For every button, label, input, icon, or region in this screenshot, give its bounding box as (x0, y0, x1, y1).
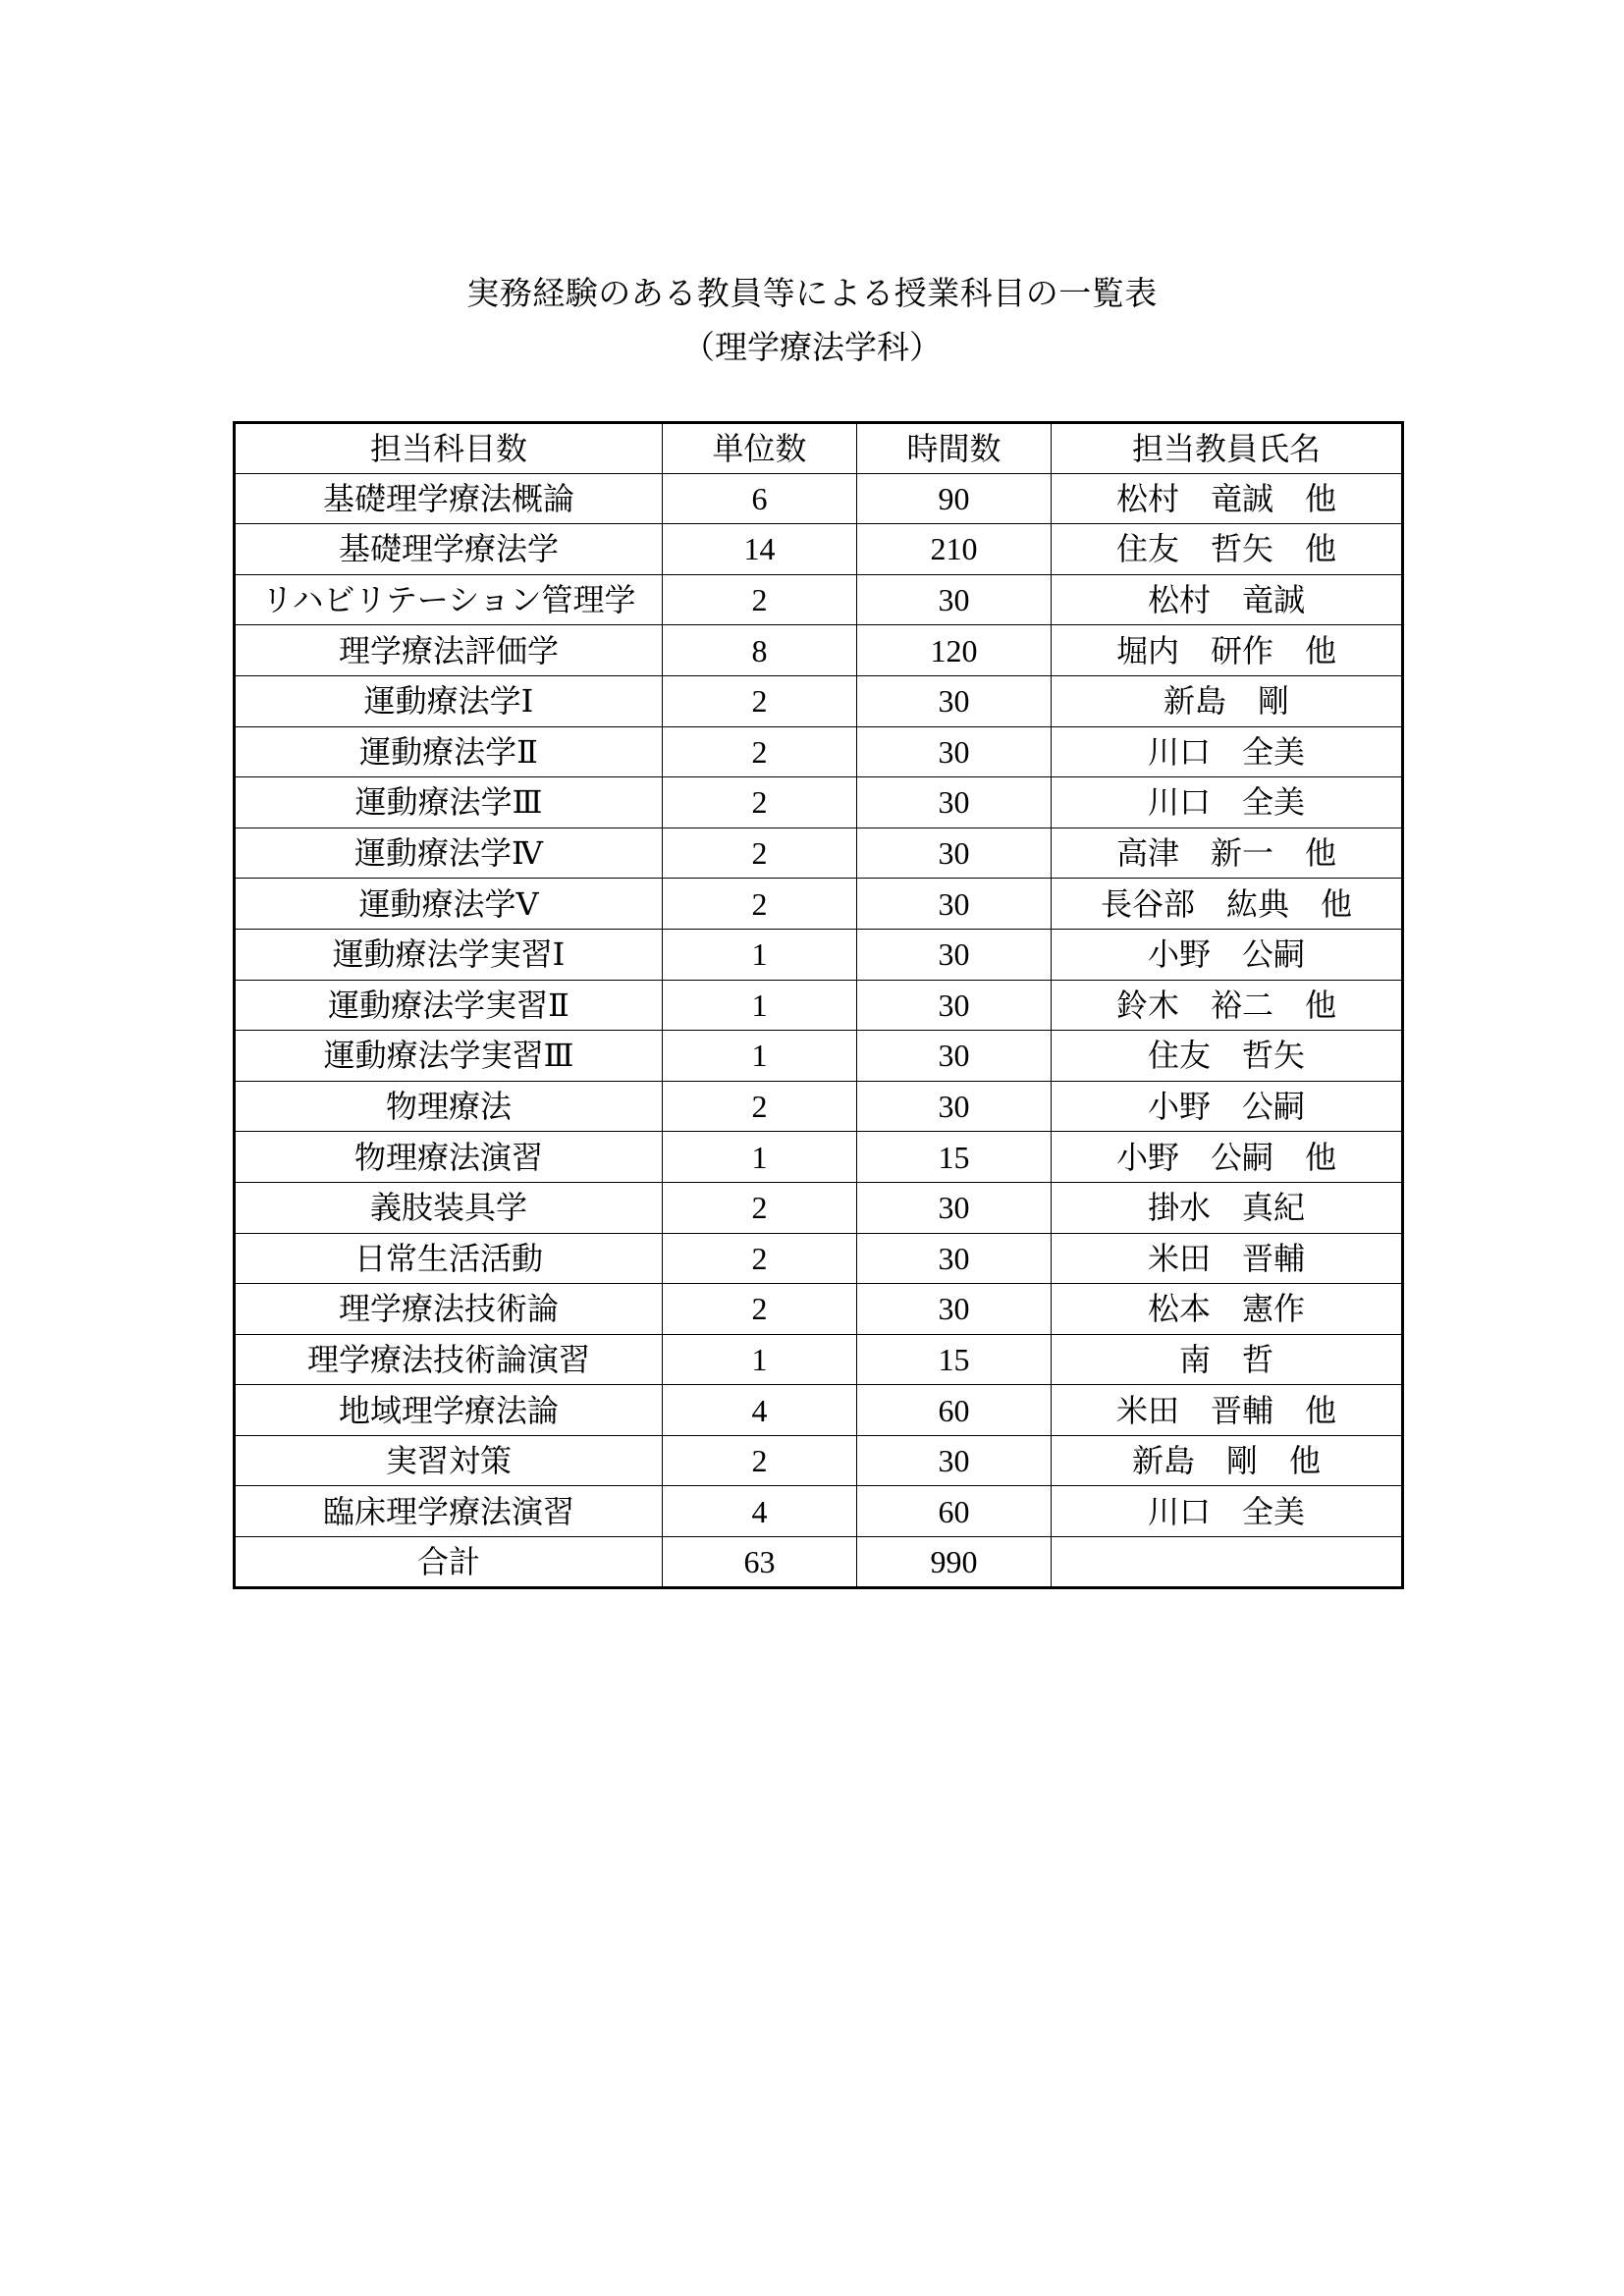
table-body (235, 473, 1403, 1536)
subject-cell: 運動療法学実習Ⅱ (235, 980, 663, 1031)
instructor-cell: 松本 憲作 (1052, 1284, 1403, 1335)
hours-cell: 30 (857, 777, 1052, 828)
subject-cell: 理学療法評価学 (235, 625, 663, 676)
subject-cell: 運動療法学Ⅱ (235, 726, 663, 777)
table-row (235, 524, 1403, 575)
table-row (235, 777, 1403, 828)
table-row (235, 980, 1403, 1031)
subject-cell: 運動療法学Ⅴ (235, 879, 663, 930)
subject-cell: 基礎理学療法学 (235, 524, 663, 575)
instructor-cell: 松村 竜誠 (1052, 574, 1403, 625)
hours-cell: 30 (857, 929, 1052, 980)
table-row (235, 1385, 1403, 1436)
subject-cell: 基礎理学療法概論 (235, 473, 663, 524)
hours-cell: 30 (857, 1284, 1052, 1335)
table-row (235, 879, 1403, 930)
table-row (235, 929, 1403, 980)
subject-cell: 運動療法学Ⅰ (235, 675, 663, 726)
subject-cell: 運動療法学Ⅳ (235, 828, 663, 879)
hours-cell: 30 (857, 1435, 1052, 1486)
instructor-cell: 長谷部 紘典 他 (1052, 879, 1403, 930)
instructor-cell: 新島 剛 他 (1052, 1435, 1403, 1486)
instructor-cell: 米田 晋輔 他 (1052, 1385, 1403, 1436)
hours-cell: 30 (857, 726, 1052, 777)
instructor-cell: 小野 公嗣 (1052, 1081, 1403, 1132)
credits-cell: 1 (663, 1132, 857, 1183)
subject-cell: 物理療法 (235, 1081, 663, 1132)
table-row (235, 1233, 1403, 1284)
table-row (235, 828, 1403, 879)
instructor-cell: 米田 晋輔 (1052, 1233, 1403, 1284)
table-row (235, 1081, 1403, 1132)
header-hours: 時間数 (857, 423, 1052, 474)
instructor-cell: 松村 竜誠 他 (1052, 473, 1403, 524)
table-row (235, 1334, 1403, 1385)
instructor-cell: 堀内 研作 他 (1052, 625, 1403, 676)
subject-cell: 日常生活活動 (235, 1233, 663, 1284)
hours-cell: 30 (857, 574, 1052, 625)
credits-cell: 1 (663, 1031, 857, 1082)
credits-cell: 1 (663, 929, 857, 980)
hours-cell: 60 (857, 1385, 1052, 1436)
course-table (233, 421, 1404, 1589)
table-row (235, 574, 1403, 625)
table-row (235, 1182, 1403, 1233)
credits-cell: 2 (663, 1284, 857, 1335)
hours-cell: 30 (857, 1233, 1052, 1284)
hours-cell: 210 (857, 524, 1052, 575)
table-row (235, 726, 1403, 777)
table-row (235, 1284, 1403, 1335)
subject-cell: リハビリテーション管理学 (235, 574, 663, 625)
credits-cell: 4 (663, 1486, 857, 1537)
credits-cell: 8 (663, 625, 857, 676)
hours-cell: 60 (857, 1486, 1052, 1537)
total-label: 合計 (235, 1537, 663, 1588)
table-header-row (235, 423, 1403, 474)
credits-cell: 1 (663, 980, 857, 1031)
instructor-cell: 南 哲 (1052, 1334, 1403, 1385)
hours-cell: 30 (857, 675, 1052, 726)
hours-cell: 120 (857, 625, 1052, 676)
credits-cell: 2 (663, 1081, 857, 1132)
instructor-cell: 住友 哲矢 (1052, 1031, 1403, 1082)
instructor-cell: 鈴木 裕二 他 (1052, 980, 1403, 1031)
credits-cell: 2 (663, 777, 857, 828)
header-subject: 担当科目数 (235, 423, 663, 474)
instructor-cell: 川口 全美 (1052, 777, 1403, 828)
credits-cell: 2 (663, 675, 857, 726)
hours-cell: 30 (857, 1182, 1052, 1233)
document-title: 実務経験のある教員等による授業科目の一覧表 (466, 277, 1158, 312)
credits-cell: 2 (663, 1182, 857, 1233)
hours-cell: 30 (857, 1081, 1052, 1132)
instructor-cell: 高津 新一 他 (1052, 828, 1403, 879)
header-credits: 単位数 (663, 423, 857, 474)
instructor-cell: 新島 剛 (1052, 675, 1403, 726)
credits-cell: 2 (663, 879, 857, 930)
hours-cell: 30 (857, 828, 1052, 879)
table-row (235, 473, 1403, 524)
hours-cell: 15 (857, 1334, 1052, 1385)
subject-cell: 臨床理学療法演習 (235, 1486, 663, 1537)
credits-cell: 2 (663, 828, 857, 879)
total-row (235, 1537, 1403, 1588)
credits-cell: 2 (663, 1233, 857, 1284)
instructor-cell: 掛水 真紀 (1052, 1182, 1403, 1233)
instructor-cell: 川口 全美 (1052, 1486, 1403, 1537)
hours-cell: 30 (857, 879, 1052, 930)
credits-cell: 6 (663, 473, 857, 524)
total-instructor-empty (1052, 1537, 1403, 1588)
table-row (235, 1435, 1403, 1486)
subject-cell: 実習対策 (235, 1435, 663, 1486)
instructor-cell: 小野 公嗣 (1052, 929, 1403, 980)
credits-cell: 14 (663, 524, 857, 575)
hours-cell: 30 (857, 1031, 1052, 1082)
subject-cell: 運動療法学実習Ⅰ (235, 929, 663, 980)
credits-cell: 2 (663, 574, 857, 625)
subject-cell: 運動療法学実習Ⅲ (235, 1031, 663, 1082)
total-hours: 990 (857, 1537, 1052, 1588)
subject-cell: 理学療法技術論 (235, 1284, 663, 1335)
credits-cell: 4 (663, 1385, 857, 1436)
hours-cell: 30 (857, 980, 1052, 1031)
subject-cell: 地域理学療法論 (235, 1385, 663, 1436)
table-row (235, 1486, 1403, 1537)
credits-cell: 1 (663, 1334, 857, 1385)
hours-cell: 15 (857, 1132, 1052, 1183)
subject-cell: 義肢装具学 (235, 1182, 663, 1233)
header-instructor: 担当教員氏名 (1052, 423, 1403, 474)
total-credits: 63 (663, 1537, 857, 1588)
hours-cell: 90 (857, 473, 1052, 524)
subject-cell: 物理療法演習 (235, 1132, 663, 1183)
subject-cell: 運動療法学Ⅲ (235, 777, 663, 828)
table-row (235, 1031, 1403, 1082)
subject-cell: 理学療法技術論演習 (235, 1334, 663, 1385)
instructor-cell: 川口 全美 (1052, 726, 1403, 777)
credits-cell: 2 (663, 1435, 857, 1486)
instructor-cell: 小野 公嗣 他 (1052, 1132, 1403, 1183)
document-subtitle: （理学療法学科） (682, 331, 942, 366)
instructor-cell: 住友 哲矢 他 (1052, 524, 1403, 575)
table-row (235, 625, 1403, 676)
table-row (235, 675, 1403, 726)
table-row (235, 1132, 1403, 1183)
credits-cell: 2 (663, 726, 857, 777)
